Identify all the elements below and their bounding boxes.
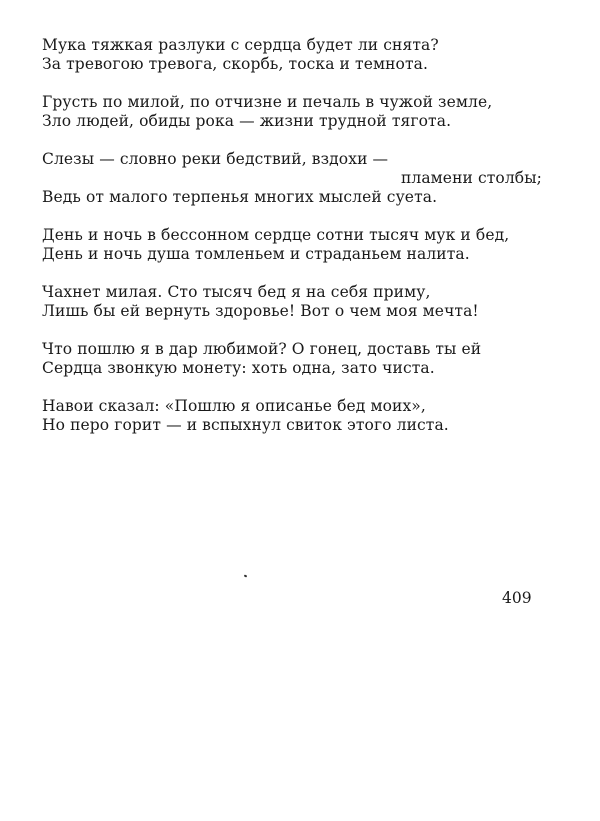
poem-line: Грусть по милой, по отчизне и печаль в чужой земле, <box>42 93 493 111</box>
poem <box>42 36 542 454</box>
poem-line: За тревогою тревога, скорбь, тоска и темнота. <box>42 55 429 73</box>
stanza-1 <box>42 36 542 74</box>
poem-line-continuation: пламени столбы; <box>400 169 542 187</box>
poem-line: Слезы — словно реки бедствий, вздохи — <box>42 150 389 168</box>
stanza-4 <box>42 226 542 264</box>
poem-line: Чахнет милая. Сто тысяч бед я на себя приму, <box>42 283 431 301</box>
poem-line: День и ночь в бессонном сердце сотни тысяч мук и бед, <box>42 226 510 244</box>
stanza-3 <box>42 150 542 207</box>
stanza-7 <box>42 397 542 435</box>
poem-line: Навои сказал: «Пошлю я описанье бед моих», <box>42 397 426 415</box>
stanza-6 <box>42 340 542 378</box>
poem-line: Сердца звонкую монету: хоть одна, зато чиста. <box>42 359 435 377</box>
poem-line: Мука тяжкая разлуки с сердца будет ли снята? <box>42 36 439 54</box>
poem-line: День и ночь душа томленьем и страданьем налита. <box>42 245 470 263</box>
poem-line: Что пошлю я в дар любимой? О гонец, доставь ты ей <box>42 340 482 358</box>
poem-line: Ведь от малого терпенья многих мыслей суета. <box>42 188 438 206</box>
poem-line: Но перо горит — и вспыхнул свиток этого листа. <box>42 416 449 434</box>
poem-line: Зло людей, обиды рока — жизни трудной тягота. <box>42 112 452 130</box>
stanza-2 <box>42 93 542 131</box>
poem-line: Лишь бы ей вернуть здоровье! Вот о чем моя мечта! <box>42 302 479 320</box>
stanza-5 <box>42 283 542 321</box>
print-speck <box>244 574 248 577</box>
page-number: 409 <box>502 589 532 607</box>
